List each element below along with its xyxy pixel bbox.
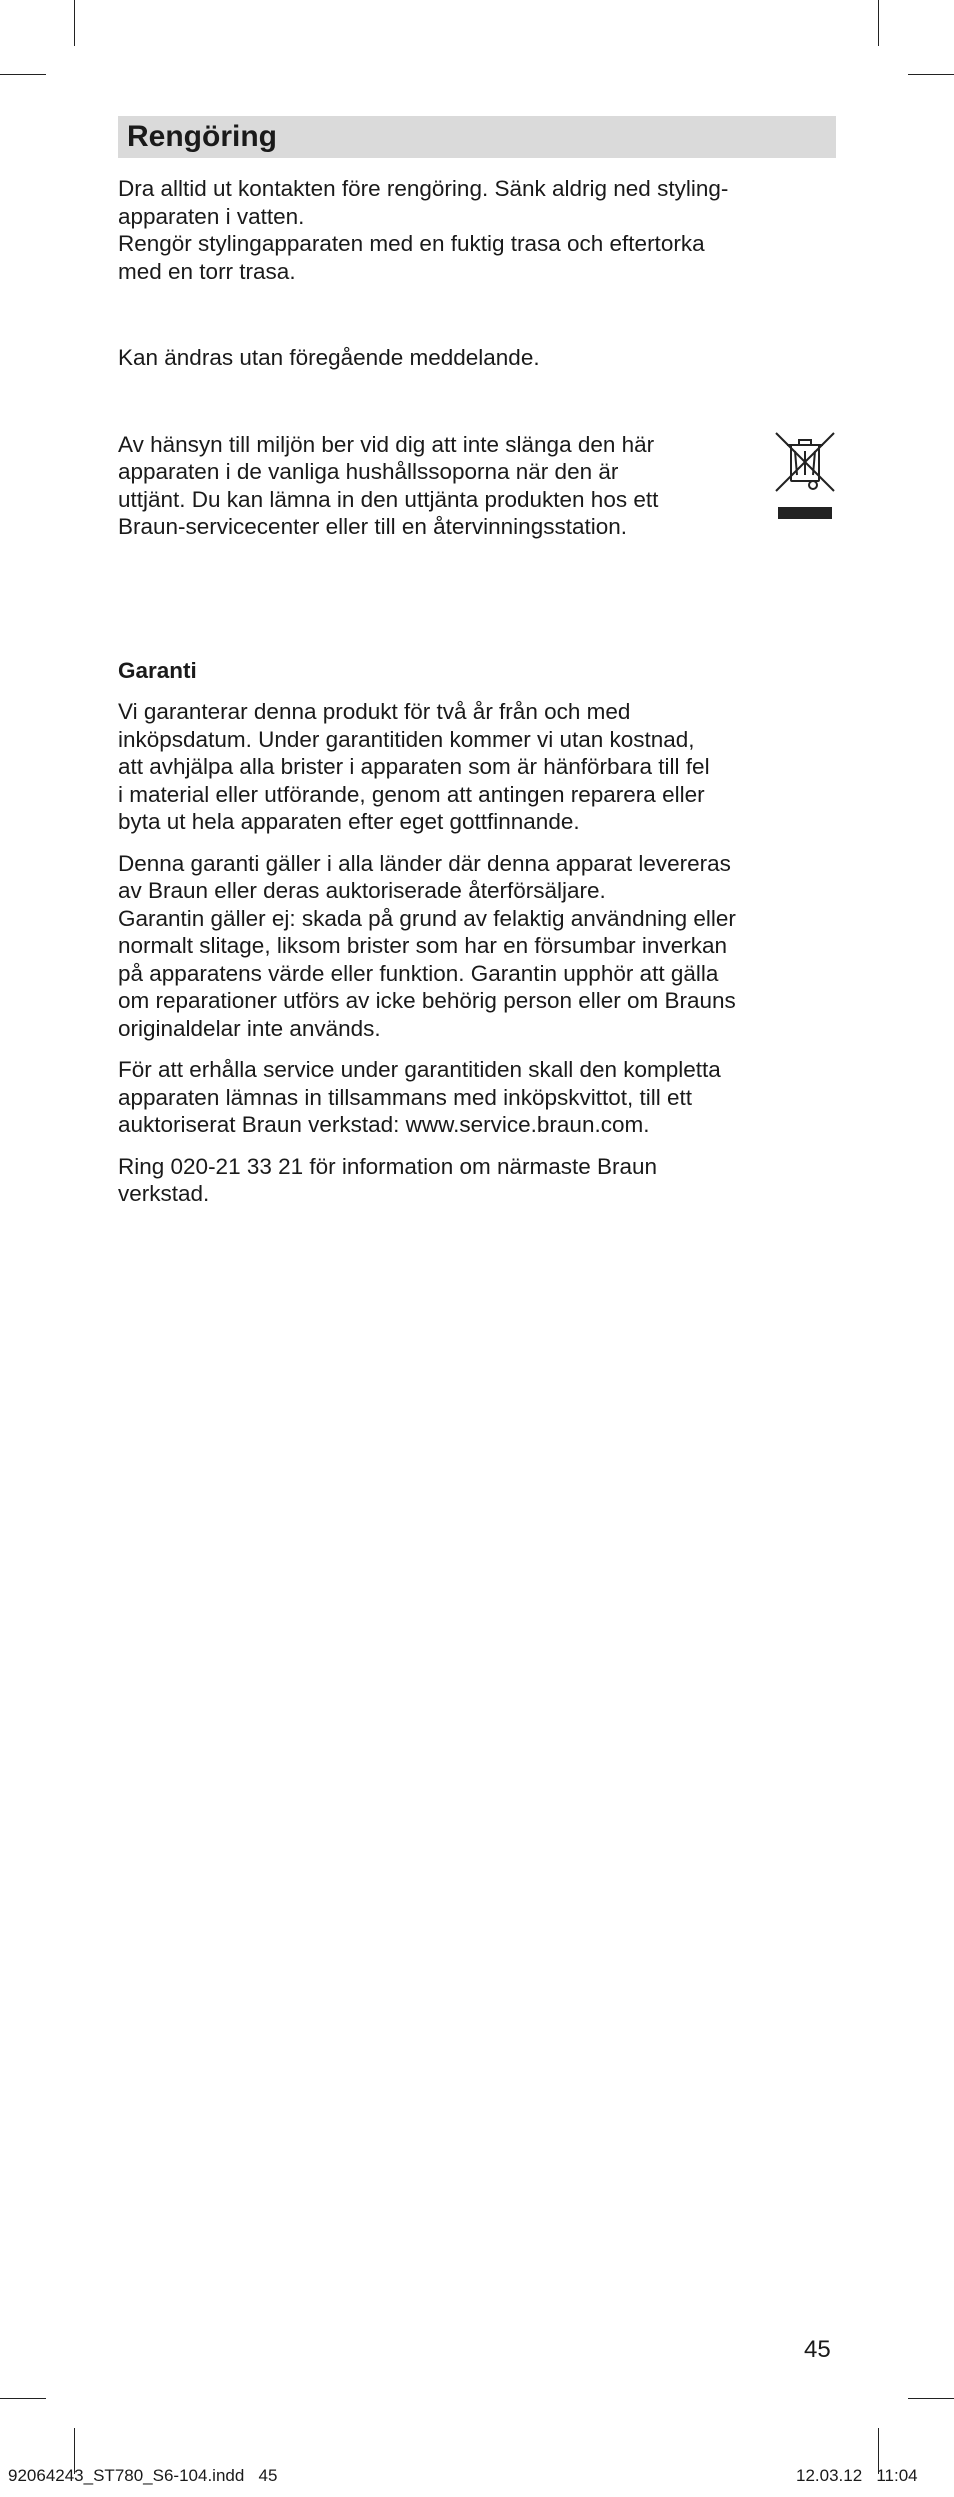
text-line: För att erhålla service under garantitiden skall den kompletta xyxy=(118,1057,721,1082)
cleaning-instructions xyxy=(118,175,836,285)
text-line: apparaten lämnas in tillsammans med inköpskvittot, till ett xyxy=(118,1084,693,1110)
text-line: Garantin gäller ej: skada på grund av felaktig användning eller xyxy=(118,905,736,931)
text-line: Av hänsyn till miljön ber vid dig att inte slänga den här xyxy=(118,431,655,457)
text-line: av Braun eller deras auktoriserade återförsäljare. xyxy=(118,878,606,903)
environment-text xyxy=(118,431,758,541)
garanti-paragraph-4 xyxy=(118,1153,836,1208)
garanti-heading: Garanti xyxy=(118,657,197,683)
crop-mark xyxy=(908,74,954,75)
text-line: Dra alltid ut kontakten före rengöring. Sänk aldrig ned styling- xyxy=(118,176,729,201)
crop-mark xyxy=(0,74,46,75)
environment-note xyxy=(118,431,836,541)
print-slug-filename: 92064243_ST780_S6-104.indd 45 xyxy=(8,2466,278,2485)
text-line: inköpsdatum. Under garantitiden kommer vi utan kostnad, xyxy=(118,726,695,752)
garanti-paragraph-1 xyxy=(118,698,836,836)
page-number: 45 xyxy=(804,2336,831,2363)
crop-mark xyxy=(878,0,879,46)
crossed-out-wheelie-bin-icon xyxy=(774,431,836,523)
text-line: uttjänt. Du kan lämna in den uttjänta produkten hos ett xyxy=(118,486,659,512)
crop-mark xyxy=(908,2398,954,2399)
crop-mark xyxy=(74,0,75,46)
text-line: på apparatens värde eller funktion. Garantin upphör att gälla xyxy=(118,960,719,986)
garanti-paragraph-3 xyxy=(118,1056,836,1139)
text-line: normalt slitage, liksom brister som har en försumbar inverkan xyxy=(118,933,727,958)
text-line: om reparationer utförs av icke behörig person eller om Brauns xyxy=(118,988,736,1013)
text-line: med en torr trasa. xyxy=(118,258,296,284)
text-line: apparaten i de vanliga hushållssoporna när den är xyxy=(118,459,619,484)
text-line: Ring 020-21 33 21 för information om närmaste Braun xyxy=(118,1153,658,1179)
text-line: byta ut hela apparaten efter eget gottfinnande. xyxy=(118,809,580,834)
section-header-bar xyxy=(118,116,836,158)
text-line: Rengör stylingapparaten med en fuktig trasa och eftertorka xyxy=(118,231,705,256)
text-line: originaldelar inte används. xyxy=(118,1015,381,1041)
text-line: apparaten i vatten. xyxy=(118,203,305,229)
print-slug-timestamp: 12.03.12 11:04 xyxy=(796,2466,918,2485)
crop-mark xyxy=(0,2398,46,2399)
page-content xyxy=(118,116,836,1208)
text-line: Braun-servicecenter eller till en återvinningsstation. xyxy=(118,514,627,539)
change-notice: Kan ändras utan föregående meddelande. xyxy=(118,345,540,370)
section-title: Rengöring xyxy=(127,120,277,153)
garanti-paragraph-2 xyxy=(118,850,836,1043)
text-line: att avhjälpa alla brister i apparaten som är hänförbara till fel xyxy=(118,754,710,779)
text-line: auktoriserat Braun verkstad: www.service.braun.com. xyxy=(118,1112,650,1137)
text-line: i material eller utförande, genom att antingen reparera eller xyxy=(118,781,705,807)
text-line: Vi garanterar denna produkt för två år från och med xyxy=(118,699,631,724)
text-line: verkstad. xyxy=(118,1181,210,1206)
text-line: Denna garanti gäller i alla länder där denna apparat levereras xyxy=(118,850,731,876)
